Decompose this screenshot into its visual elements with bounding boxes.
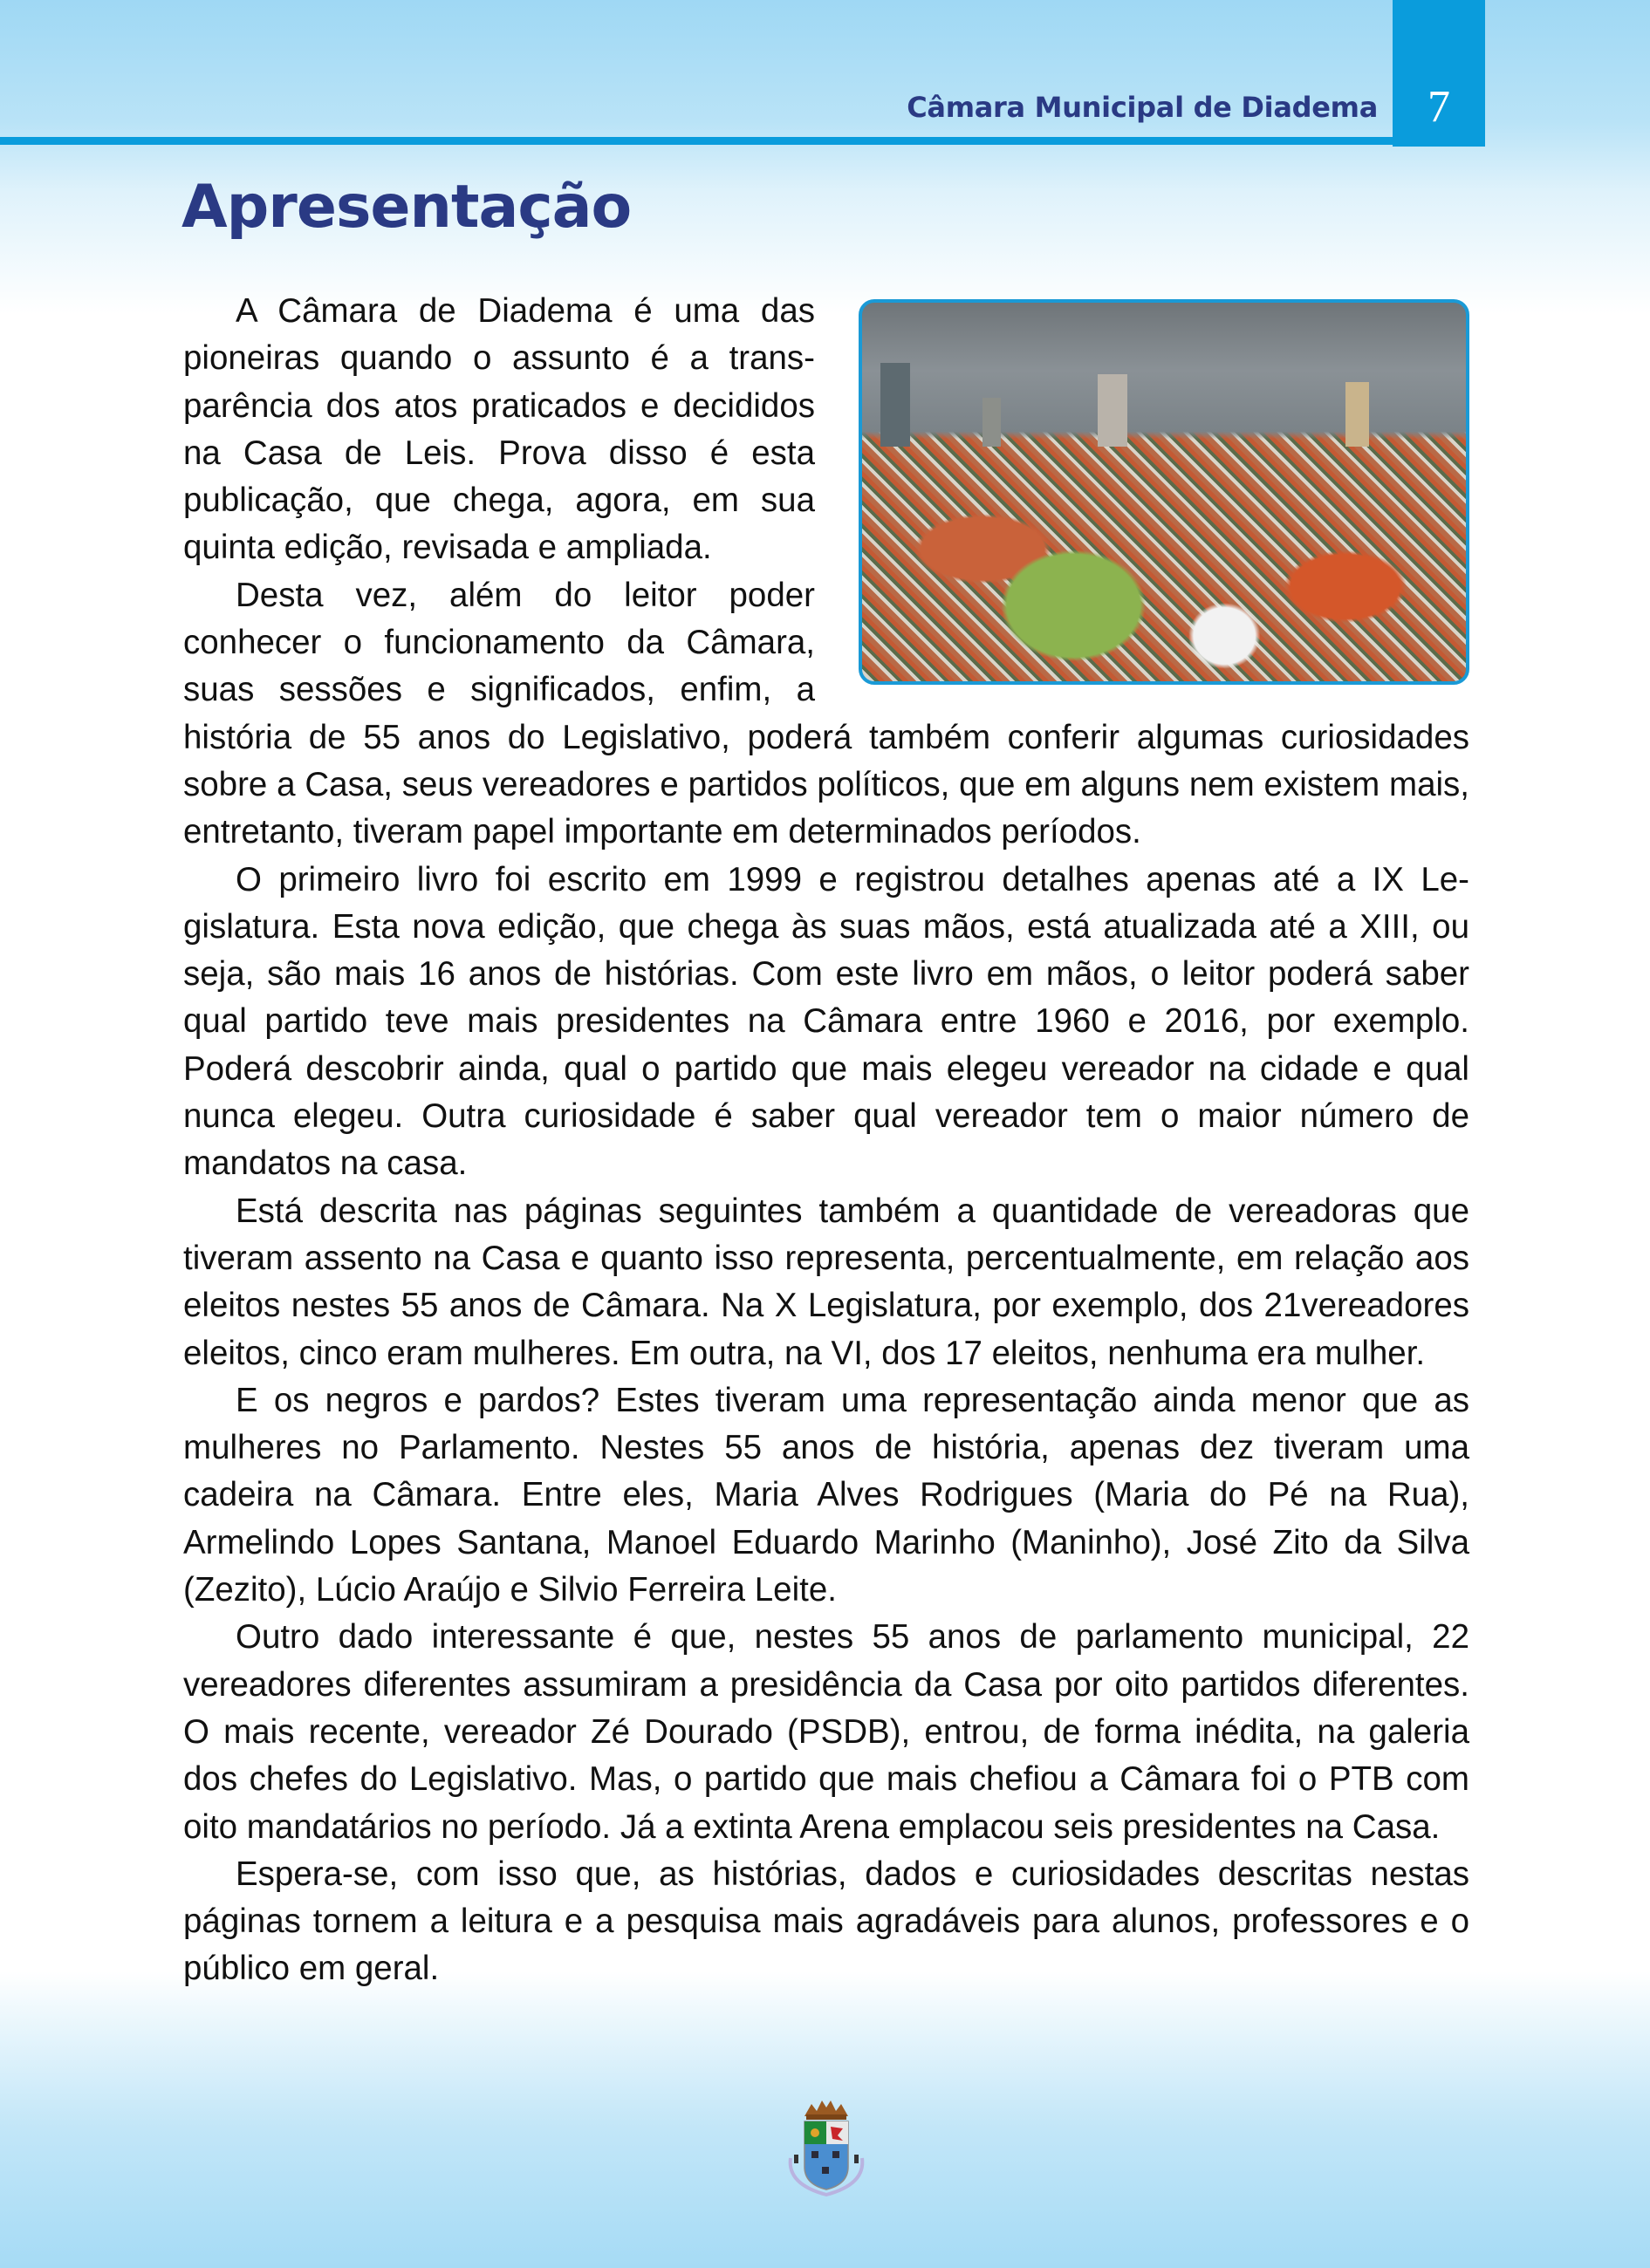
paragraph: Espera-se, com isso que, as histórias, dados e curiosidades descritas nestas páginas tornem a leitura e a pesquisa mais agradáveis para alunos, professores e o público em geral. (183, 1855, 1469, 1988)
article-body (183, 288, 1469, 1993)
building-shape (1345, 382, 1370, 447)
paragraph: E os negros e pardos? Estes tiveram uma representação ainda menor que as mulheres no Parlamento. Nestes 55 anos de história, apenas dez tiveram uma cadeira na Câmara. Entre eles, Maria Alves Rodrigues (Maria do Pé na Rua), Armelindo Lopes Santana, Manoel Eduardo Marinho (Maninho), José Zito da Silva (Zezito), Lúcio Araújo e Silvio Ferreira Leite. (183, 1381, 1469, 1609)
page-number-tab (1393, 0, 1485, 147)
paragraph: Outro dado interessante é que, nestes 55 anos de parlamento municipal, 22 vereadores diferentes assumiram a presidência da Casa por oito partidos diferentes. O mais recente, vereador Zé Dourado (PSDB), entrou, de forma inédita, na galeria dos chefes do Legislativo. Mas, o partido que mais chefiou a Câmara foi o PTB com oito mandatários no período. Já a extinta Arena emplacou seis presidentes na Casa. (183, 1618, 1469, 1846)
coat-of-arms-icon (778, 2097, 874, 2200)
building-shape (982, 398, 1001, 447)
paragraph: Desta vez, além do leitor poder conhecer o funcionamento da Câmara, suas sessões e significados, enfim, a história de 55 anos do Legislativo, poderá também conferir algumas curiosidades sobre a Casa, seus vereadores e partidos políticos, que em alguns nem existem mais, entretanto, tiveram papel importante em determinados períodos. (183, 576, 1469, 851)
building-shape (1098, 374, 1128, 446)
city-aerial-photo (859, 299, 1469, 685)
page-title: Apresentação (181, 173, 632, 242)
header-rule (0, 137, 1393, 145)
building-shape (880, 363, 911, 446)
running-title: Câmara Municipal de Diadema (907, 91, 1378, 124)
paragraph: O primeiro livro foi escrito em 1999 e registrou detalhes apenas até a IX Legislatura. Esta nova edição, que chega às suas mãos, está atualizada até a XIII, ou seja, são mais 16 anos de histórias. Com este livro em mãos, o leitor poderá saber qual partido teve mais presidentes na Câmara entre 1960 e 2016, por exemplo. Poderá descobrir ainda, qual o partido que mais elegeu vereador na cidade e qual nunca elegeu. Outra curiosidade é saber qual vereador tem o maior número de mandatos na casa. (183, 860, 1469, 1183)
page-number: 7 (1427, 82, 1450, 132)
paragraph: Está descrita nas páginas seguintes também a quantidade de vereadoras que tiveram assento na Casa e quanto isso representa, percentualmente, em relação aos eleitos nestes 55 anos de Câmara. Na X Legislatura, por exemplo, dos 21vereadores eleitos, cinco eram mulheres. Em outra, na VI, dos 17 eleitos, nenhuma era mulher. (183, 1192, 1469, 1372)
paragraph: A Câmara de Diadema é uma das pioneiras quando o assunto é a transparência dos atos praticados e decididos na Casa de Leis. Prova disso é esta publicação, que chega, agora, em sua quinta edição, revisada e ampliada. (183, 292, 815, 567)
